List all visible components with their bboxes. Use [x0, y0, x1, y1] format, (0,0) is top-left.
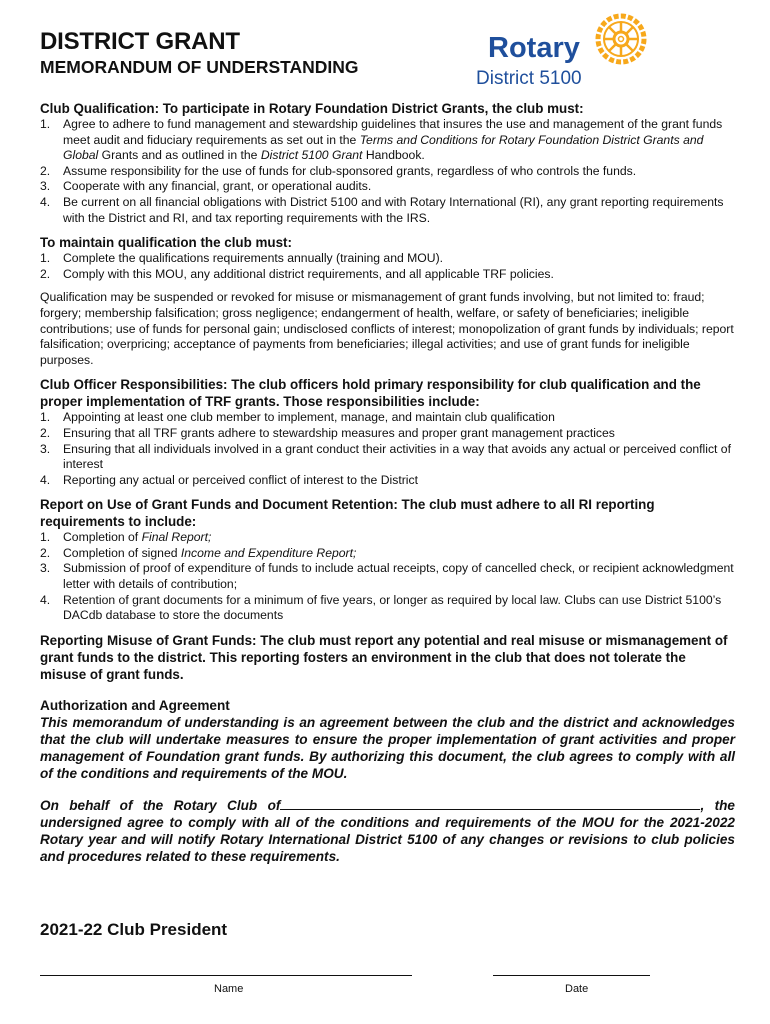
list-item: 2. Assume responsibility for the use of funds for club-sponsored grants, regardless of who controls the funds. — [40, 163, 637, 178]
authorization-text: This memorandum of understanding is an agreement between the club and the district and acknowledges that the club will undertake measures to ensure the proper implementation of grant activities and proper management of Foundation grant funds. By authorizing this document, the club agrees to comply with all of the conditions and requirements of the MOU. — [40, 714, 735, 782]
list-item: 2. Comply with this MOU, any additional district requirements, and all applicable TRF policies. — [40, 266, 554, 281]
club-name-blank[interactable] — [280, 797, 700, 810]
document-body — [40, 100, 735, 865]
maintain-heading: To maintain qualification the club must: — [40, 235, 292, 251]
date-label: Date — [565, 983, 589, 995]
rotary-logo — [470, 10, 650, 90]
list-item: 3. Submission of proof of expenditure of funds to include actual receipts, copy of cancelled check, or recipient acknowledgment letter with details of contribution; — [40, 561, 734, 592]
logo-wordmark: Rotary — [488, 32, 580, 64]
list-item: 2. Ensuring that all TRF grants adhere to stewardship measures and proper grant management practices — [40, 425, 615, 440]
name-signature-line[interactable] — [40, 975, 412, 976]
list-item: 1. Complete the qualifications requirements annually (training and MOU). — [40, 251, 444, 266]
maintain-list — [40, 251, 735, 282]
authorization-title: Authorization and Agreement — [40, 697, 230, 713]
suspension-paragraph: Qualification may be suspended or revoked for misuse or mismanagement of grant funds involving, but not limited to: fraud; forgery; membership falsification; gross negligence; endangerment of health, welfare, or safety of beneficiaries; ineligible contributions; use of funds for personal gain; undisclosed conflicts of interest; monopolization of grant funds by individuals; report falsification; overpricing; acceptance of payments from beneficiaries; illegal activities; and use of grant funds for ineligible purposes. — [40, 290, 734, 367]
logo-district: District 5100 — [476, 68, 582, 89]
officer-list — [40, 410, 735, 488]
document-title: DISTRICT GRANT — [40, 28, 240, 55]
list-item: 4. Be current on all financial obligations with District 5100 and with Rotary International (RI), any grant reporting requirements with the District and RI, and tax reporting requirements with the IRS. — [40, 194, 724, 225]
list-item: 3. Cooperate with any financial, grant, or operational audits. — [40, 179, 372, 194]
report-list — [40, 530, 735, 624]
officer-heading: Club Officer Responsibilities: The club officers hold primary responsibility for club qualification and the proper implementation of TRF grants. Those responsibilities include: — [40, 377, 701, 410]
list-item: 1. Appointing at least one club member to implement, manage, and maintain club qualification — [40, 410, 555, 425]
list-item: 3. Ensuring that all individuals involved in a grant conduct their activities in a way that avoids any actual or perceived conflict of interest — [40, 441, 731, 472]
document-subtitle: MEMORANDUM OF UNDERSTANDING — [40, 57, 359, 77]
behalf-statement: On behalf of the Rotary Club of , the undersigned agree to comply with all of the conditions and requirements of the MOU for the 2021-2022 Rotary year and will notify Rotary International District 5100 of any changes or revisions to club policies and procedures related to these requirements. — [40, 797, 735, 865]
date-signature-line[interactable] — [493, 975, 650, 976]
name-label: Name — [214, 983, 244, 995]
list-item: 1. Agree to adhere to fund management and stewardship guidelines that insures the use and management of the grant funds meet audit and fiduciary requirements as set out in the Terms and Conditions for Rotary Foundation District Grants and Global Grants and as outlined in the District 5100 Grant Handbook. — [40, 117, 723, 163]
list-item: 4. Retention of grant documents for a minimum of five years, or longer as required by local law. Clubs can use District 5100’s DACdb database to store the documents — [40, 592, 722, 623]
list-item: 2. Completion of signed Income and Expenditure Report; — [40, 545, 357, 560]
president-heading: 2021-22 Club President — [40, 920, 228, 939]
list-item: 1. Completion of Final Report; — [40, 530, 212, 545]
qualification-heading: Club Qualification: To participate in Rotary Foundation District Grants, the club must: — [40, 101, 584, 116]
list-item: 4. Reporting any actual or perceived conflict of interest to the District — [40, 472, 418, 487]
qualification-list — [40, 117, 735, 226]
misuse-heading: Reporting Misuse of Grant Funds: The club must report any potential and real misuse or mismanagement of grant funds to the district. This reporting fosters an environment in the club that does not tolerate the misuse of grant funds. — [40, 632, 728, 682]
rotary-wheel-icon — [592, 10, 650, 68]
report-heading: Report on Use of Grant Funds and Document Retention: The club must adhere to all RI reporting requirements to include: — [40, 497, 655, 530]
